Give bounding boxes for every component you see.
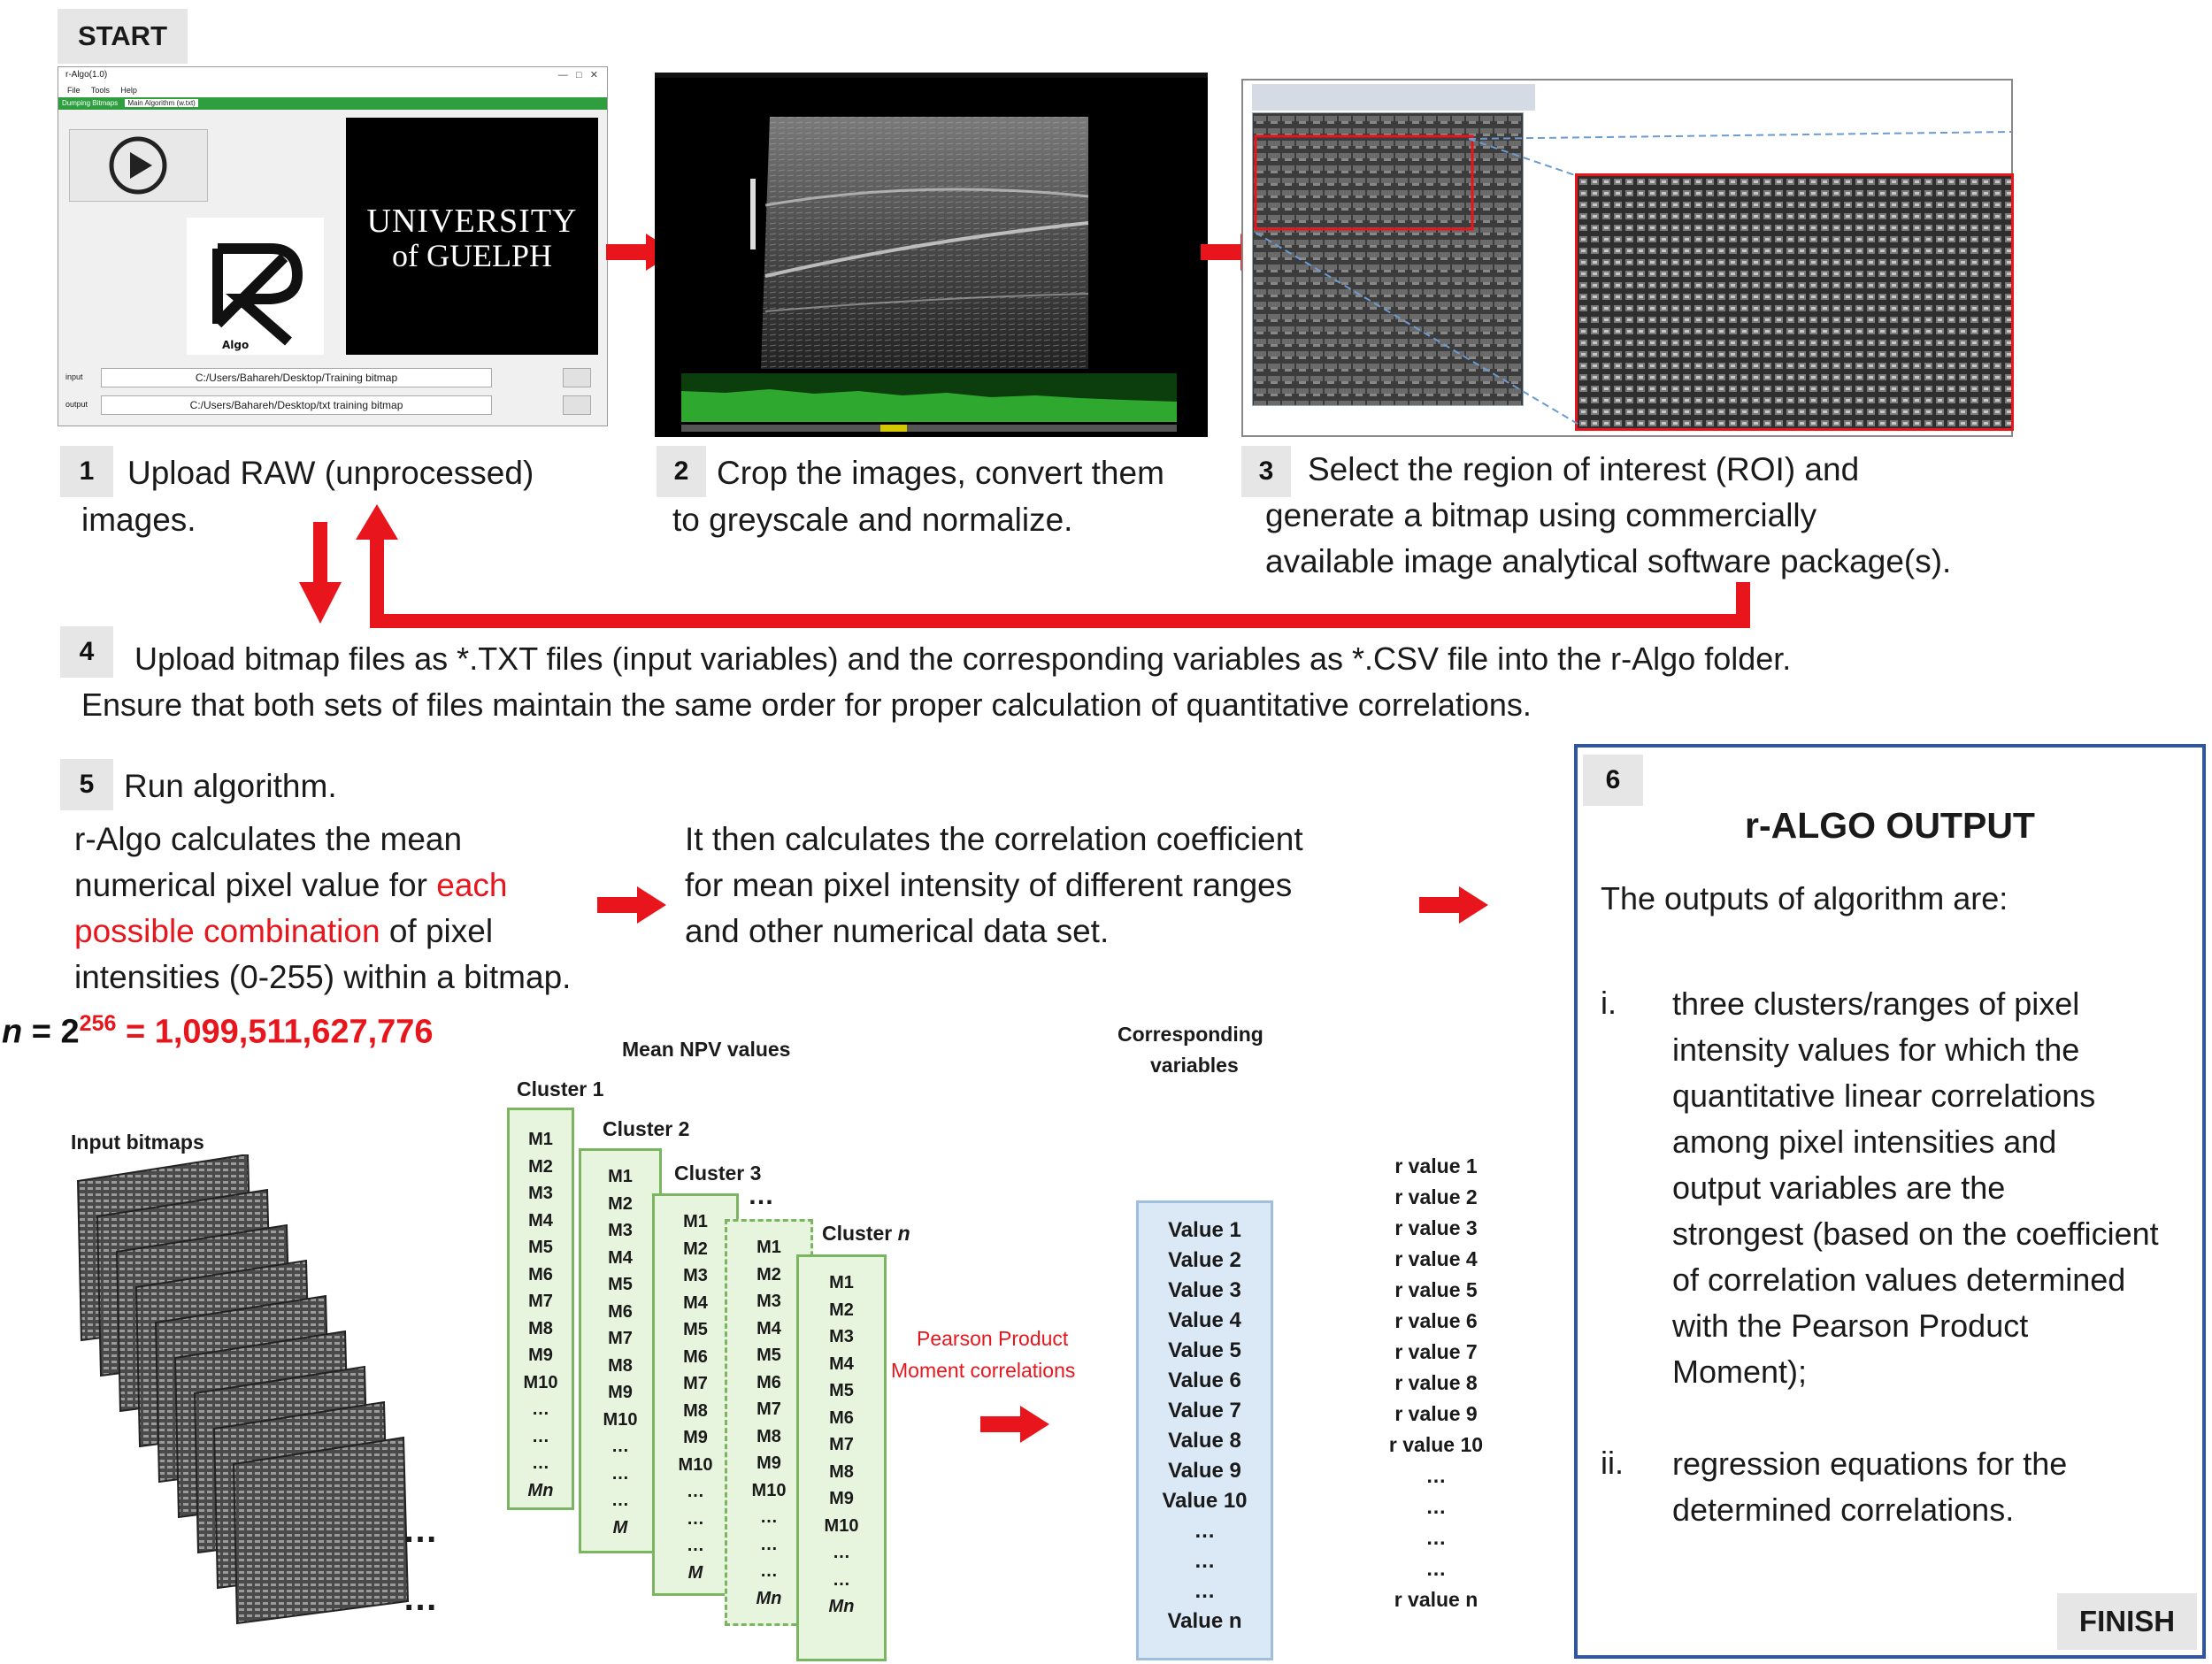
m-value: M2 [608,1193,633,1214]
step-1-number: 1 [60,446,113,497]
step-3-number: 3 [1241,446,1291,497]
m-value: M7 [608,1329,633,1348]
m-value: … [532,1399,549,1419]
input-browse-button[interactable] [563,368,591,387]
cluster-n-label [822,1222,910,1246]
m-value: M4 [757,1318,781,1338]
output-item2-line: determined correlations. [1672,1491,2015,1528]
r-value-item: r value 3 [1394,1216,1478,1239]
m-value: M1 [829,1273,854,1292]
value-item: Value 6 [1168,1369,1241,1392]
step-5-right-line3: and other numerical data set. [685,913,1110,949]
roi-software-screenshot [1241,79,2013,437]
cluster-3-label: Cluster 3 [674,1162,762,1185]
m-value: … [611,1463,629,1484]
tab-dumping-bitmaps[interactable]: Dumping Bitmaps [62,99,119,107]
m-value: M6 [528,1264,553,1284]
mean-npv-label: Mean NPV values [622,1038,791,1061]
m-value: M4 [528,1210,553,1231]
formula-n: n [2,1013,23,1051]
r-value-item: … [1425,1495,1447,1518]
m-value: … [760,1534,778,1554]
r-value-item: r value 9 [1394,1402,1478,1425]
m-value: M6 [829,1407,854,1428]
m-value: M1 [528,1130,553,1149]
zoom-guide-lines [1243,81,2011,435]
m-value: M8 [829,1461,854,1482]
output-label: output [65,400,88,409]
r-value-item: r value 1 [1394,1154,1478,1177]
m-value: M1 [608,1167,633,1186]
m-value-last: M [612,1517,628,1537]
m-value: M10 [523,1372,558,1392]
window-controls[interactable]: — □ ✕ [557,70,598,81]
arrow-step5-to-6 [1419,883,1490,927]
finish-label: FINISH [2057,1593,2197,1650]
m-value-last: Mn [527,1480,554,1500]
step-3-text-line3: available image analytical software package(s). [1265,543,1952,579]
formula-result: = 1,099,511,627,776 [116,1013,434,1051]
m-value: M6 [608,1301,633,1322]
value-item: Value n [1167,1609,1242,1633]
r-algo-logo [187,218,324,355]
m-value: M2 [829,1300,854,1320]
m-value: M9 [608,1383,633,1402]
m-value: M2 [683,1238,708,1259]
step-5-left-line1: r-Algo calculates the mean [74,821,463,857]
output-item1-line: Moment); [1672,1353,1808,1390]
step-5-right-line2: for mean pixel intensity of different ranges [685,867,1293,903]
m-value: M3 [528,1184,553,1203]
output-item1-line: output variables are the [1672,1169,2006,1206]
m-value: M2 [528,1156,553,1177]
pearson-label-line1: Pearson Product [917,1327,1069,1350]
m-value: … [833,1543,850,1562]
r-value-item: r value 6 [1394,1309,1478,1332]
play-button[interactable] [69,129,208,202]
pearson-label-line2: Moment correlations [891,1359,1076,1382]
m-value: M8 [757,1426,781,1446]
m-value: M9 [757,1453,781,1473]
r-value-item: … [1425,1557,1447,1580]
corresponding-variables-label-2: variables [1150,1054,1239,1077]
output-item1-text [1672,981,2159,1395]
output-intro: The outputs of algorithm are: [1601,880,2008,916]
output-item1-line: three clusters/ranges of pixel [1672,985,2080,1022]
m-value: M3 [608,1221,633,1240]
m-value: M1 [683,1212,708,1231]
m-value: M9 [683,1428,708,1447]
play-icon [70,130,207,201]
m-value: M6 [757,1372,781,1392]
start-label: START [58,9,188,64]
cluster-1-column [507,1108,574,1510]
step-5-left-line3 [74,908,493,955]
output-browse-button[interactable] [563,395,591,415]
m-value: M5 [829,1381,854,1400]
output-path-field[interactable]: C:/Users/Bahareh/Desktop/txt training bitmap [101,395,492,415]
m-value: M7 [757,1399,781,1419]
step-5-left-line3-b: of pixel [380,913,494,949]
r-value-item: r value 10 [1388,1433,1484,1456]
m-value: M9 [829,1489,854,1508]
output-item1-line: intensity values for which the [1672,1031,2080,1068]
output-item2-line: regression equations for the [1672,1445,2068,1482]
value-item: Value 1 [1168,1218,1241,1242]
window-titlebar [58,67,607,83]
window-menubar [58,83,607,97]
value-item: Value 5 [1168,1338,1241,1362]
input-bitmaps-label: Input bitmaps [71,1131,204,1154]
r-value-item: r value 4 [1394,1247,1478,1270]
output-item1-line: strongest (based on the coefficient [1672,1215,2159,1252]
value-item: Value 9 [1168,1459,1241,1483]
ultrasound-visual [655,73,1208,437]
step-3-text-line1: Select the region of interest (ROI) and [1308,451,1860,487]
step-4-text-line2: Ensure that both sets of files maintain the same order for proper calculation of quantitative correlations. [81,686,1532,723]
input-bitmap-sheet [234,1438,408,1623]
m-value: M2 [757,1264,781,1284]
step-2-text-line1: Crop the images, convert them [717,455,1164,491]
output-item1-number: i. [1601,985,1617,1021]
r-value-item: r value 5 [1394,1278,1478,1301]
output-item2-text [1672,1441,2067,1533]
m-value: M7 [683,1374,708,1393]
m-value: M4 [608,1247,633,1268]
output-item1-line: with the Pearson Product [1672,1307,2029,1344]
m-value: M10 [603,1409,638,1430]
university-logo [346,118,598,355]
arrow-pearson [980,1402,1051,1446]
step-5-left-line2 [74,862,507,909]
cluster-n-column [796,1254,887,1661]
m-value: M3 [683,1266,708,1285]
window-tabbar [58,97,607,110]
output-title: r-ALGO OUTPUT [1745,805,2035,846]
cluster-2-column [579,1148,662,1553]
r-algo-logo-icon [187,218,324,355]
step-5-right-line1: It then calculates the correlation coefficient [685,821,1303,857]
formula-exp: 256 [79,1011,117,1036]
m-value: … [760,1561,778,1581]
m-value: M5 [608,1275,633,1294]
m-value: M10 [751,1480,787,1500]
m-value: M9 [528,1346,553,1365]
svg-text:Algo: Algo [222,339,250,351]
step-1-text-line2: images. [81,502,196,538]
step-4-number: 4 [60,626,113,678]
m-value: M10 [824,1515,859,1536]
step-6-number: 6 [1583,755,1643,806]
r-values-column [1365,1151,1507,1615]
value-item: … [1194,1519,1216,1543]
m-value: M4 [829,1353,854,1374]
r-value-item: r value n [1394,1588,1479,1611]
cluster-2-label: Cluster 2 [603,1117,690,1140]
ultrasound-image [655,73,1208,437]
m-value: … [760,1507,778,1527]
m-value: … [833,1569,850,1590]
value-item: Value 2 [1168,1248,1241,1272]
m-value: … [687,1482,704,1501]
university-name-line1: UNIVERSITY [366,203,578,240]
r-value-item: … [1425,1464,1447,1487]
m-value: M10 [678,1454,713,1475]
arrow-step5-left-to-right [597,883,668,927]
menu-tools[interactable]: Tools [90,86,110,95]
bitmaps-ellipsis-2: … [403,1579,438,1618]
step-5-number: 5 [60,759,113,810]
input-bitmaps-stack [71,1154,487,1632]
m-value: M5 [683,1320,708,1339]
r-value-item: r value 2 [1394,1185,1478,1208]
input-label: input [65,372,83,381]
output-item1-line: quantitative linear correlations [1672,1077,2096,1114]
window-title: r-Algo(1.0) [65,70,108,80]
r-value-item: r value 7 [1394,1340,1478,1363]
value-item: Value 3 [1168,1278,1241,1302]
m-value: … [611,1491,629,1510]
value-item: Value 4 [1168,1308,1241,1332]
step-1-text-line1: Upload RAW (unprocessed) [127,455,534,491]
menu-file[interactable]: File [67,86,81,95]
m-value: … [687,1536,704,1555]
value-item: Value 8 [1168,1429,1241,1453]
r-value-item: … [1425,1526,1447,1549]
r-value-item: r value 8 [1394,1371,1478,1394]
value-item: Value 10 [1162,1489,1248,1513]
m-value: … [687,1508,704,1529]
value-item: … [1194,1549,1216,1573]
m-value: M7 [528,1292,553,1311]
output-item1-line: among pixel intensities and [1672,1123,2057,1160]
menu-help[interactable]: Help [120,86,137,95]
step-5-left-line4: intensities (0-255) within a bitmap. [74,959,572,995]
m-value: M1 [757,1238,781,1257]
m-value-last: M [687,1562,703,1583]
step-5-title: Run algorithm. [124,768,337,804]
loop-arrows [283,504,1770,637]
cluster-1-label: Cluster 1 [517,1077,604,1100]
output-item2-number: ii. [1601,1445,1624,1481]
m-value-last: Mn [756,1588,782,1608]
m-value-last: Mn [828,1597,855,1616]
step-3-text-line2: generate a bitmap using commercially [1265,497,1817,533]
m-value: M3 [757,1292,781,1311]
cluster-dots: … [748,1181,774,1210]
m-value: … [532,1426,549,1446]
m-value: M8 [528,1318,553,1338]
m-value: … [532,1453,549,1473]
m-value: M5 [528,1238,553,1257]
tab-main-algorithm[interactable]: Main Algorithm (w.txt) [125,99,197,107]
step-2-text-line2: to greyscale and normalize. [672,502,1073,538]
r-algo-window [58,66,608,426]
m-value: … [611,1437,629,1456]
combination-formula [2,1011,434,1052]
university-name-line2: of GUELPH [392,238,552,273]
step-2-number: 2 [657,446,706,497]
m-value: M8 [683,1400,708,1421]
m-value: M5 [757,1346,781,1365]
m-value: M6 [683,1346,708,1367]
step-5-left-line2-a: numerical pixel value for [74,867,437,903]
output-item1-line: of correlation values determined [1672,1261,2126,1298]
output-box [1574,744,2206,1659]
formula-eq: = 2 [22,1013,80,1051]
corresponding-variables-label-1: Corresponding [1118,1023,1263,1046]
m-value: M3 [829,1327,854,1346]
value-item: … [1194,1579,1216,1603]
step-4-text-line1: Upload bitmap files as *.TXT files (input variables) and the corresponding variables as *.CSV file into the r-Algo folder. [134,640,1792,677]
input-path-field[interactable]: C:/Users/Bahareh/Desktop/Training bitmap [101,368,492,387]
m-value: M7 [829,1435,854,1454]
m-value: M8 [608,1355,633,1376]
cluster-n-label-n: n [897,1222,910,1245]
cluster-n-label-text: Cluster [822,1222,898,1245]
step-5-left-line3-a: possible combination [74,913,380,949]
m-value: M4 [683,1292,708,1313]
values-column [1136,1200,1273,1660]
bitmaps-ellipsis-1: … [403,1511,438,1550]
step-5-left-line2-b: each [436,867,508,903]
value-item: Value 7 [1168,1399,1241,1422]
